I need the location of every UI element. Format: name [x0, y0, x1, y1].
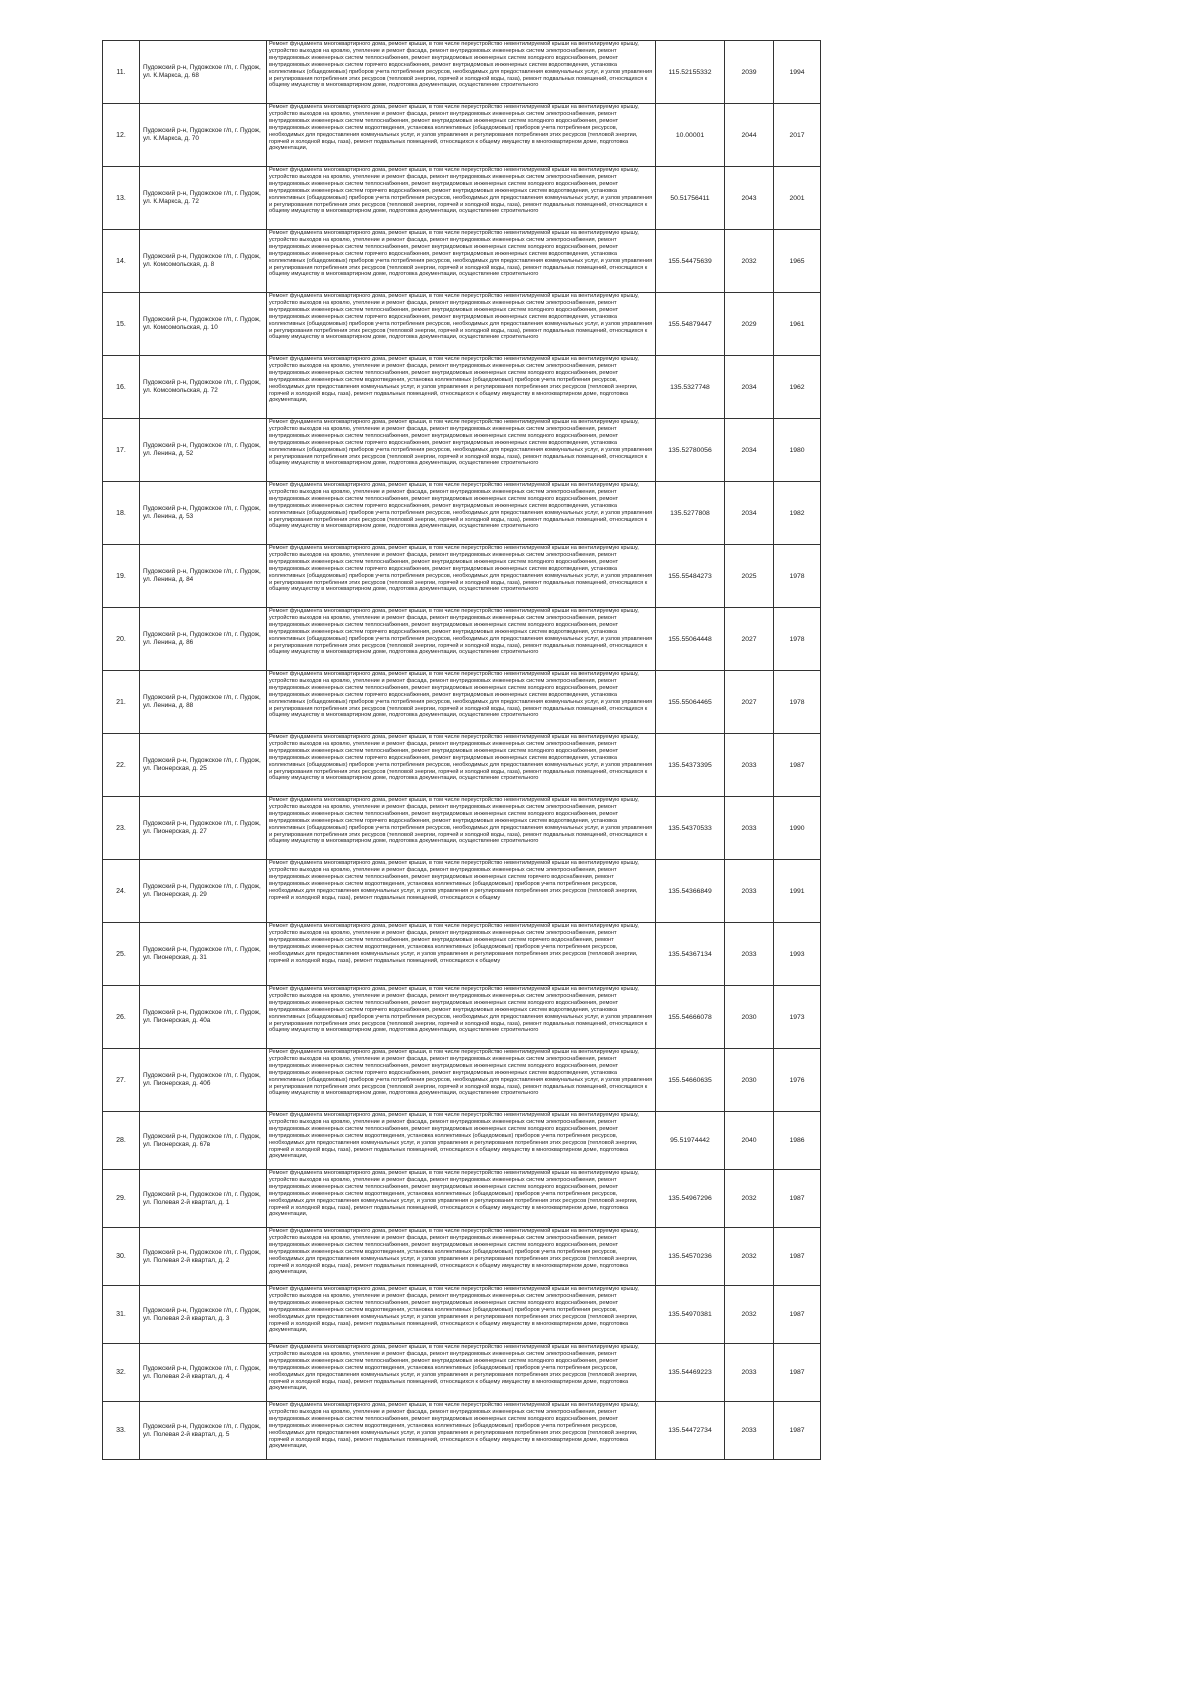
- works-list-cell: [267, 1286, 656, 1344]
- address-cell: Пудожский р-н, Пудожское г/п, г. Пудож, ул. К.Маркса, д. 70: [140, 104, 267, 167]
- works-text: Ремонт фундамента многоквартирного дома, ремонт крыши, в том числе переустройство невентилируемой крыши на вентилируемую крышу, устройство выходов на кровлю, утепление и ремонт фасада, ремонт внутридомовых инженерных систем электроснабжения, ремонт внутридомовых инженерных систем теплоснабжения, ремонт внутридомовых инженерных систем холодного водоснабжения, ремонт внутридомовых инженерных систем горячего водоснабжения, ремонт внутридомовых инженерных систем водоотведения, установка коллективных (общедомовых) приборов учета потребления ресурсов, необходимых для предоставления коммунальных услуг, и узлов управления и регулирования потребления этих ресурсов (тепловой энергии, горячей и холодной воды, газа), ремонт подвальных помещений, относящихся к общему имуществу в многоквартирном доме, подготовка документации, осуществление строительного: [269, 734, 653, 782]
- row-number-cell: 15.: [103, 293, 140, 356]
- build-year-cell: 1987: [774, 1228, 821, 1286]
- works-list-cell: [267, 986, 656, 1049]
- row-number-cell: 25.: [103, 923, 140, 986]
- table-row: [103, 860, 821, 923]
- works-text: Ремонт фундамента многоквартирного дома, ремонт крыши, в том числе переустройство невентилируемой крыши на вентилируемую крышу, устройство выходов на кровлю, утепление и ремонт фасада, ремонт внутридомовых инженерных систем электроснабжения, ремонт внутридомовых инженерных систем теплоснабжения, ремонт внутридомовых инженерных систем холодного водоснабжения, ремонт внутридомовых инженерных систем горячего водоснабжения, ремонт внутридомовых инженерных систем водоотведения, установка коллективных (общедомовых) приборов учета потребления ресурсов, необходимых для предоставления коммунальных услуг, и узлов управления и регулирования потребления этих ресурсов (тепловой энергии, горячей и холодной воды, газа), ремонт подвальных помещений, относящихся к общему имуществу в многоквартирном доме, подготовка документации, осуществление строительного: [269, 671, 653, 719]
- works-text: Ремонт фундамента многоквартирного дома, ремонт крыши, в том числе переустройство невентилируемой крыши на вентилируемую крышу, устройство выходов на кровлю, утепление и ремонт фасада, ремонт внутридомовых инженерных систем электроснабжения, ремонт внутридомовых инженерных систем теплоснабжения, ремонт внутридомовых инженерных систем холодного водоснабжения, ремонт внутридомовых инженерных систем горячего водоснабжения, ремонт внутридомовых инженерных систем водоотведения, установка коллективных (общедомовых) приборов учета потребления ресурсов, необходимых для предоставления коммунальных услуг, и узлов управления и регулирования потребления этих ресурсов (тепловой энергии, горячей и холодной воды, газа), ремонт подвальных помещений, относящихся к общему имуществу в многоквартирном доме, подготовка документации, осуществление строительного: [269, 608, 653, 656]
- address-cell: Пудожский р-н, Пудожское г/п, г. Пудож, ул. Полевая 2-й квартал, д. 1: [140, 1170, 267, 1228]
- build-year-cell: 1987: [774, 1286, 821, 1344]
- cost-cell: 135.54967296: [656, 1170, 725, 1228]
- row-number-cell: 11.: [103, 41, 140, 104]
- row-number-cell: 31.: [103, 1286, 140, 1344]
- planned-year-cell: 2029: [725, 293, 774, 356]
- address-cell: Пудожский р-н, Пудожское г/п, г. Пудож, ул. Полевая 2-й квартал, д. 4: [140, 1344, 267, 1402]
- table-row: [103, 1112, 821, 1170]
- capital-repair-table: [102, 40, 821, 1460]
- row-number-cell: 28.: [103, 1112, 140, 1170]
- table-row: [103, 671, 821, 734]
- row-number-cell: 20.: [103, 608, 140, 671]
- row-number-cell: 13.: [103, 167, 140, 230]
- address-cell: Пудожский р-н, Пудожское г/п, г. Пудож, ул. Полевая 2-й квартал, д. 3: [140, 1286, 267, 1344]
- cost-cell: 155.55484273: [656, 545, 725, 608]
- row-number-cell: 16.: [103, 356, 140, 419]
- works-text: Ремонт фундамента многоквартирного дома, ремонт крыши, в том числе переустройство невентилируемой крыши на вентилируемую крышу, устройство выходов на кровлю, утепление и ремонт фасада, ремонт внутридомовых инженерных систем электроснабжения, ремонт внутридомовых инженерных систем теплоснабжения, ремонт внутридомовых инженерных систем холодного водоснабжения, ремонт внутридомовых инженерных систем горячего водоснабжения, ремонт внутридомовых инженерных систем водоотведения, установка коллективных (общедомовых) приборов учета потребления ресурсов, необходимых для предоставления коммунальных услуг, и узлов управления и регулирования потребления этих ресурсов (тепловой энергии, горячей и холодной воды, газа), ремонт подвальных помещений, относящихся к общему имуществу в многоквартирном доме, подготовка документации, осуществление строительного: [269, 167, 653, 215]
- works-text: Ремонт фундамента многоквартирного дома, ремонт крыши, в том числе переустройство невентилируемой крыши на вентилируемую крышу, устройство выходов на кровлю, утепление и ремонт фасада, ремонт внутридомовых инженерных систем электроснабжения, ремонт внутридомовых инженерных систем теплоснабжения, ремонт внутридомовых инженерных систем холодного водоснабжения, ремонт внутридомовых инженерных систем водоотведения, установка коллективных (общедомовых) приборов учета потребления ресурсов, необходимых для предоставления коммунальных услуг, и узлов управления и регулирования потребления этих ресурсов (тепловой энергии, горячей и холодной воды, газа), ремонт подвальных помещений, относящихся к общему имуществу в многоквартирном доме, подготовка документации,: [269, 1228, 639, 1276]
- cost-cell: 115.52155332: [656, 41, 725, 104]
- works-text: Ремонт фундамента многоквартирного дома, ремонт крыши, в том числе переустройство невентилируемой крыши на вентилируемую крышу, устройство выходов на кровлю, утепление и ремонт фасада, ремонт внутридомовых инженерных систем электроснабжения, ремонт внутридомовых инженерных систем теплоснабжения, ремонт внутридомовых инженерных систем холодного водоснабжения, ремонт внутридомовых инженерных систем водоотведения, установка коллективных (общедомовых) приборов учета потребления ресурсов, необходимых для предоставления коммунальных услуг, и узлов управления и регулирования потребления этих ресурсов (тепловой энергии, горячей и холодной воды, газа), ремонт подвальных помещений, относящихся к общему имуществу в многоквартирном доме, подготовка документации,: [269, 1286, 639, 1334]
- table-row: [103, 1170, 821, 1228]
- table-row: [103, 608, 821, 671]
- cost-cell: 135.54472734: [656, 1402, 725, 1460]
- table-row: [103, 419, 821, 482]
- row-number-cell: 22.: [103, 734, 140, 797]
- address-cell: Пудожский р-н, Пудожское г/п, г. Пудож, ул. Ленина, д. 84: [140, 545, 267, 608]
- works-list-cell: [267, 671, 656, 734]
- row-number-cell: 24.: [103, 860, 140, 923]
- planned-year-cell: 2033: [725, 1402, 774, 1460]
- address-cell: Пудожский р-н, Пудожское г/п, г. Пудож, ул. Пионерская, д. 29: [140, 860, 267, 923]
- address-cell: Пудожский р-н, Пудожское г/п, г. Пудож, ул. Пионерская, д. 40а: [140, 986, 267, 1049]
- build-year-cell: 1978: [774, 545, 821, 608]
- works-list-cell: [267, 482, 656, 545]
- row-number-cell: 27.: [103, 1049, 140, 1112]
- works-text: Ремонт фундамента многоквартирного дома, ремонт крыши, в том числе переустройство невентилируемой крыши на вентилируемую крышу, устройство выходов на кровлю, утепление и ремонт фасада, ремонт внутридомовых инженерных систем электроснабжения, ремонт внутридомовых инженерных систем теплоснабжения, ремонт внутридомовых инженерных систем холодного водоснабжения, ремонт внутридомовых инженерных систем горячего водоснабжения, ремонт внутридомовых инженерных систем водоотведения, установка коллективных (общедомовых) приборов учета потребления ресурсов, необходимых для предоставления коммунальных услуг, и узлов управления и регулирования потребления этих ресурсов (тепловой энергии, горячей и холодной воды, газа), ремонт подвальных помещений, относящихся к общему имуществу в многоквартирном доме, подготовка документации, осуществление строительного: [269, 797, 653, 845]
- table-row: [103, 104, 821, 167]
- build-year-cell: 2001: [774, 167, 821, 230]
- planned-year-cell: 2027: [725, 671, 774, 734]
- works-list-cell: [267, 1112, 656, 1170]
- row-number-cell: 26.: [103, 986, 140, 1049]
- build-year-cell: 1973: [774, 986, 821, 1049]
- address-cell: Пудожский р-н, Пудожское г/п, г. Пудож, ул. Ленина, д. 52: [140, 419, 267, 482]
- planned-year-cell: 2030: [725, 1049, 774, 1112]
- row-number-cell: 33.: [103, 1402, 140, 1460]
- row-number-cell: 18.: [103, 482, 140, 545]
- planned-year-cell: 2032: [725, 1228, 774, 1286]
- cost-cell: 155.54879447: [656, 293, 725, 356]
- planned-year-cell: 2025: [725, 545, 774, 608]
- works-text: Ремонт фундамента многоквартирного дома, ремонт крыши, в том числе переустройство невентилируемой крыши на вентилируемую крышу, устройство выходов на кровлю, утепление и ремонт фасада, ремонт внутридомовых инженерных систем электроснабжения, ремонт внутридомовых инженерных систем теплоснабжения, ремонт внутридомовых инженерных систем холодного водоснабжения, ремонт внутридомовых инженерных систем горячего водоснабжения, ремонт внутридомовых инженерных систем водоотведения, установка коллективных (общедомовых) приборов учета потребления ресурсов, необходимых для предоставления коммунальных услуг, и узлов управления и регулирования потребления этих ресурсов (тепловой энергии, горячей и холодной воды, газа), ремонт подвальных помещений, относящихся к общему имуществу в многоквартирном доме, подготовка документации, осуществление строительного: [269, 230, 653, 278]
- address-cell: Пудожский р-н, Пудожское г/п, г. Пудож, ул. Пионерская, д. 27: [140, 797, 267, 860]
- cost-cell: 155.54660635: [656, 1049, 725, 1112]
- works-list-cell: [267, 1344, 656, 1402]
- table-row: [103, 1344, 821, 1402]
- planned-year-cell: 2039: [725, 41, 774, 104]
- row-number-cell: 30.: [103, 1228, 140, 1286]
- table-row: [103, 293, 821, 356]
- works-text: Ремонт фундамента многоквартирного дома, ремонт крыши, в том числе переустройство невентилируемой крыши на вентилируемую крышу, устройство выходов на кровлю, утепление и ремонт фасада, ремонт внутридомовых инженерных систем электроснабжения, ремонт внутридомовых инженерных систем теплоснабжения, ремонт внутридомовых инженерных систем горячего водоснабжения, ремонт внутридомовых инженерных систем водоотведения, установка коллективных (общедомовых) приборов учета потребления ресурсов, необходимых для предоставления коммунальных услуг, и узлов управления и регулирования потребления этих ресурсов (тепловой энергии, горячей и холодной воды, газа), ремонт подвальных помещений, относящихся к общему: [269, 923, 639, 964]
- address-cell: Пудожский р-н, Пудожское г/п, г. Пудож, ул. Полевая 2-й квартал, д. 5: [140, 1402, 267, 1460]
- planned-year-cell: 2034: [725, 419, 774, 482]
- works-list-cell: [267, 167, 656, 230]
- cost-cell: 135.54373395: [656, 734, 725, 797]
- table-row: [103, 797, 821, 860]
- build-year-cell: 1978: [774, 608, 821, 671]
- cost-cell: 135.52780056: [656, 419, 725, 482]
- table-row: [103, 41, 821, 104]
- address-cell: Пудожский р-н, Пудожское г/п, г. Пудож, ул. Пионерская, д. 67в: [140, 1112, 267, 1170]
- cost-cell: 135.54970381: [656, 1286, 725, 1344]
- planned-year-cell: 2027: [725, 608, 774, 671]
- address-cell: Пудожский р-н, Пудожское г/п, г. Пудож, ул. К.Маркса, д. 68: [140, 41, 267, 104]
- table-row: [103, 230, 821, 293]
- table-row: [103, 986, 821, 1049]
- cost-cell: 135.54366849: [656, 860, 725, 923]
- address-cell: Пудожский р-н, Пудожское г/п, г. Пудож, ул. Ленина, д. 53: [140, 482, 267, 545]
- build-year-cell: 1980: [774, 419, 821, 482]
- build-year-cell: 1987: [774, 1402, 821, 1460]
- cost-cell: 135.5277808: [656, 482, 725, 545]
- works-list-cell: [267, 545, 656, 608]
- cost-cell: 155.55064448: [656, 608, 725, 671]
- cost-cell: 135.54570236: [656, 1228, 725, 1286]
- cost-cell: 135.54370533: [656, 797, 725, 860]
- table-row: [103, 1286, 821, 1344]
- works-text: Ремонт фундамента многоквартирного дома, ремонт крыши, в том числе переустройство невентилируемой крыши на вентилируемую крышу, устройство выходов на кровлю, утепление и ремонт фасада, ремонт внутридомовых инженерных систем электроснабжения, ремонт внутридомовых инженерных систем теплоснабжения, ремонт внутридомовых инженерных систем холодного водоснабжения, ремонт внутридомовых инженерных систем водоотведения, установка коллективных (общедомовых) приборов учета потребления ресурсов, необходимых для предоставления коммунальных услуг, и узлов управления и регулирования потребления этих ресурсов (тепловой энергии, горячей и холодной воды, газа), ремонт подвальных помещений, относящихся к общему имуществу в многоквартирном доме, подготовка документации,: [269, 356, 639, 404]
- works-text: Ремонт фундамента многоквартирного дома, ремонт крыши, в том числе переустройство невентилируемой крыши на вентилируемую крышу, устройство выходов на кровлю, утепление и ремонт фасада, ремонт внутридомовых инженерных систем электроснабжения, ремонт внутридомовых инженерных систем теплоснабжения, ремонт внутридомовых инженерных систем холодного водоснабжения, ремонт внутридомовых инженерных систем водоотведения, установка коллективных (общедомовых) приборов учета потребления ресурсов, необходимых для предоставления коммунальных услуг, и узлов управления и регулирования потребления этих ресурсов (тепловой энергии, горячей и холодной воды, газа), ремонт подвальных помещений, относящихся к общему имуществу в многоквартирном доме, подготовка документации,: [269, 1170, 639, 1218]
- works-list-cell: [267, 608, 656, 671]
- planned-year-cell: 2033: [725, 1344, 774, 1402]
- cost-cell: 95.51974442: [656, 1112, 725, 1170]
- build-year-cell: 1987: [774, 1170, 821, 1228]
- works-text: Ремонт фундамента многоквартирного дома, ремонт крыши, в том числе переустройство невентилируемой крыши на вентилируемую крышу, устройство выходов на кровлю, утепление и ремонт фасада, ремонт внутридомовых инженерных систем электроснабжения, ремонт внутридомовых инженерных систем теплоснабжения, ремонт внутридомовых инженерных систем холодного водоснабжения, ремонт внутридомовых инженерных систем водоотведения, установка коллективных (общедомовых) приборов учета потребления ресурсов, необходимых для предоставления коммунальных услуг, и узлов управления и регулирования потребления этих ресурсов (тепловой энергии, горячей и холодной воды, газа), ремонт подвальных помещений, относящихся к общему имуществу в многоквартирном доме, подготовка документации,: [269, 1402, 639, 1450]
- table-row: [103, 923, 821, 986]
- build-year-cell: 2017: [774, 104, 821, 167]
- cost-cell: 155.54475639: [656, 230, 725, 293]
- row-number-cell: 23.: [103, 797, 140, 860]
- build-year-cell: 1994: [774, 41, 821, 104]
- works-text: Ремонт фундамента многоквартирного дома, ремонт крыши, в том числе переустройство невентилируемой крыши на вентилируемую крышу, устройство выходов на кровлю, утепление и ремонт фасада, ремонт внутридомовых инженерных систем электроснабжения, ремонт внутридомовых инженерных систем теплоснабжения, ремонт внутридомовых инженерных систем холодного водоснабжения, ремонт внутридомовых инженерных систем горячего водоснабжения, ремонт внутридомовых инженерных систем водоотведения, установка коллективных (общедомовых) приборов учета потребления ресурсов, необходимых для предоставления коммунальных услуг, и узлов управления и регулирования потребления этих ресурсов (тепловой энергии, горячей и холодной воды, газа), ремонт подвальных помещений, относящихся к общему имуществу в многоквартирном доме, подготовка документации, осуществление строительного: [269, 293, 653, 341]
- works-text: Ремонт фундамента многоквартирного дома, ремонт крыши, в том числе переустройство невентилируемой крыши на вентилируемую крышу, устройство выходов на кровлю, утепление и ремонт фасада, ремонт внутридомовых инженерных систем электроснабжения, ремонт внутридомовых инженерных систем теплоснабжения, ремонт внутридомовых инженерных систем холодного водоснабжения, ремонт внутридомовых инженерных систем горячего водоснабжения, ремонт внутридомовых инженерных систем водоотведения, установка коллективных (общедомовых) приборов учета потребления ресурсов, необходимых для предоставления коммунальных услуг, и узлов управления и регулирования потребления этих ресурсов (тепловой энергии, горячей и холодной воды, газа), ремонт подвальных помещений, относящихся к общему имуществу в многоквартирном доме, подготовка документации, осуществление строительного: [269, 1049, 653, 1097]
- build-year-cell: 1990: [774, 797, 821, 860]
- works-text: Ремонт фундамента многоквартирного дома, ремонт крыши, в том числе переустройство невентилируемой крыши на вентилируемую крышу, устройство выходов на кровлю, утепление и ремонт фасада, ремонт внутридомовых инженерных систем электроснабжения, ремонт внутридомовых инженерных систем теплоснабжения, ремонт внутридомовых инженерных систем холодного водоснабжения, ремонт внутридомовых инженерных систем водоотведения, установка коллективных (общедомовых) приборов учета потребления ресурсов, необходимых для предоставления коммунальных услуг, и узлов управления и регулирования потребления этих ресурсов (тепловой энергии, горячей и холодной воды, газа), ремонт подвальных помещений, относящихся к общему имуществу в многоквартирном доме, подготовка документации,: [269, 1344, 639, 1392]
- planned-year-cell: 2030: [725, 986, 774, 1049]
- address-cell: Пудожский р-н, Пудожское г/п, г. Пудож, ул. К.Маркса, д. 72: [140, 167, 267, 230]
- address-cell: Пудожский р-н, Пудожское г/п, г. Пудож, ул. Ленина, д. 86: [140, 608, 267, 671]
- build-year-cell: 1993: [774, 923, 821, 986]
- row-number-cell: 19.: [103, 545, 140, 608]
- works-text: Ремонт фундамента многоквартирного дома, ремонт крыши, в том числе переустройство невентилируемой крыши на вентилируемую крышу, устройство выходов на кровлю, утепление и ремонт фасада, ремонт внутридомовых инженерных систем электроснабжения, ремонт внутридомовых инженерных систем теплоснабжения, ремонт внутридомовых инженерных систем холодного водоснабжения, ремонт внутридомовых инженерных систем горячего водоснабжения, ремонт внутридомовых инженерных систем водоотведения, установка коллективных (общедомовых) приборов учета потребления ресурсов, необходимых для предоставления коммунальных услуг, и узлов управления и регулирования потребления этих ресурсов (тепловой энергии, горячей и холодной воды, газа), ремонт подвальных помещений, относящихся к общему имуществу в многоквартирном доме, подготовка документации, осуществление строительного: [269, 419, 653, 467]
- row-number-cell: 14.: [103, 230, 140, 293]
- works-text: Ремонт фундамента многоквартирного дома, ремонт крыши, в том числе переустройство невентилируемой крыши на вентилируемую крышу, устройство выходов на кровлю, утепление и ремонт фасада, ремонт внутридомовых инженерных систем электроснабжения, ремонт внутридомовых инженерных систем теплоснабжения, ремонт внутридомовых инженерных систем горячего водоснабжения, ремонт внутридомовых инженерных систем водоотведения, установка коллективных (общедомовых) приборов учета потребления ресурсов, необходимых для предоставления коммунальных услуг, и узлов управления и регулирования потребления этих ресурсов (тепловой энергии, горячей и холодной воды, газа), ремонт подвальных помещений, относящихся к общему: [269, 860, 639, 901]
- planned-year-cell: 2033: [725, 860, 774, 923]
- works-text: Ремонт фундамента многоквартирного дома, ремонт крыши, в том числе переустройство невентилируемой крыши на вентилируемую крышу, устройство выходов на кровлю, утепление и ремонт фасада, ремонт внутридомовых инженерных систем электроснабжения, ремонт внутридомовых инженерных систем теплоснабжения, ремонт внутридомовых инженерных систем холодного водоснабжения, ремонт внутридомовых инженерных систем водоотведения, установка коллективных (общедомовых) приборов учета потребления ресурсов, необходимых для предоставления коммунальных услуг, и узлов управления и регулирования потребления этих ресурсов (тепловой энергии, горячей и холодной воды, газа), ремонт подвальных помещений, относящихся к общему имуществу в многоквартирном доме, подготовка документации,: [269, 104, 639, 152]
- works-list-cell: [267, 734, 656, 797]
- table-row: [103, 1049, 821, 1112]
- build-year-cell: 1991: [774, 860, 821, 923]
- row-number-cell: 17.: [103, 419, 140, 482]
- table-row: [103, 1228, 821, 1286]
- cost-cell: 155.54666078: [656, 986, 725, 1049]
- works-list-cell: [267, 230, 656, 293]
- address-cell: Пудожский р-н, Пудожское г/п, г. Пудож, ул. Комсомольская, д. 72: [140, 356, 267, 419]
- table-row: [103, 734, 821, 797]
- build-year-cell: 1986: [774, 1112, 821, 1170]
- works-text: Ремонт фундамента многоквартирного дома, ремонт крыши, в том числе переустройство невентилируемой крыши на вентилируемую крышу, устройство выходов на кровлю, утепление и ремонт фасада, ремонт внутридомовых инженерных систем электроснабжения, ремонт внутридомовых инженерных систем теплоснабжения, ремонт внутридомовых инженерных систем холодного водоснабжения, ремонт внутридомовых инженерных систем водоотведения, установка коллективных (общедомовых) приборов учета потребления ресурсов, необходимых для предоставления коммунальных услуг, и узлов управления и регулирования потребления этих ресурсов (тепловой энергии, горячей и холодной воды, газа), ремонт подвальных помещений, относящихся к общему имуществу в многоквартирном доме, подготовка документации,: [269, 1112, 639, 1160]
- address-cell: Пудожский р-н, Пудожское г/п, г. Пудож, ул. Комсомольская, д. 10: [140, 293, 267, 356]
- works-list-cell: [267, 923, 656, 986]
- works-text: Ремонт фундамента многоквартирного дома, ремонт крыши, в том числе переустройство невентилируемой крыши на вентилируемую крышу, устройство выходов на кровлю, утепление и ремонт фасада, ремонт внутридомовых инженерных систем электроснабжения, ремонт внутридомовых инженерных систем теплоснабжения, ремонт внутридомовых инженерных систем холодного водоснабжения, ремонт внутридомовых инженерных систем горячего водоснабжения, ремонт внутридомовых инженерных систем водоотведения, установка коллективных (общедомовых) приборов учета потребления ресурсов, необходимых для предоставления коммунальных услуг, и узлов управления и регулирования потребления этих ресурсов (тепловой энергии, горячей и холодной воды, газа), ремонт подвальных помещений, относящихся к общему имуществу в многоквартирном доме, подготовка документации, осуществление строительного: [269, 986, 653, 1034]
- build-year-cell: 1987: [774, 1344, 821, 1402]
- row-number-cell: 12.: [103, 104, 140, 167]
- address-cell: Пудожский р-н, Пудожское г/п, г. Пудож, ул. Ленина, д. 88: [140, 671, 267, 734]
- table-body: [103, 41, 821, 1460]
- planned-year-cell: 2032: [725, 230, 774, 293]
- cost-cell: 155.55064465: [656, 671, 725, 734]
- planned-year-cell: 2033: [725, 797, 774, 860]
- works-list-cell: [267, 419, 656, 482]
- row-number-cell: 29.: [103, 1170, 140, 1228]
- cost-cell: 135.54469223: [656, 1344, 725, 1402]
- planned-year-cell: 2043: [725, 167, 774, 230]
- address-cell: Пудожский р-н, Пудожское г/п, г. Пудож, ул. Полевая 2-й квартал, д. 2: [140, 1228, 267, 1286]
- works-list-cell: [267, 41, 656, 104]
- works-list-cell: [267, 860, 656, 923]
- works-list-cell: [267, 1170, 656, 1228]
- planned-year-cell: 2033: [725, 734, 774, 797]
- build-year-cell: 1962: [774, 356, 821, 419]
- works-text: Ремонт фундамента многоквартирного дома, ремонт крыши, в том числе переустройство невентилируемой крыши на вентилируемую крышу, устройство выходов на кровлю, утепление и ремонт фасада, ремонт внутридомовых инженерных систем электроснабжения, ремонт внутридомовых инженерных систем теплоснабжения, ремонт внутридомовых инженерных систем холодного водоснабжения, ремонт внутридомовых инженерных систем горячего водоснабжения, ремонт внутридомовых инженерных систем водоотведения, установка коллективных (общедомовых) приборов учета потребления ресурсов, необходимых для предоставления коммунальных услуг, и узлов управления и регулирования потребления этих ресурсов (тепловой энергии, горячей и холодной воды, газа), ремонт подвальных помещений, относящихся к общему имуществу в многоквартирном доме, подготовка документации, осуществление строительного: [269, 545, 653, 593]
- planned-year-cell: 2034: [725, 356, 774, 419]
- works-list-cell: [267, 797, 656, 860]
- planned-year-cell: 2034: [725, 482, 774, 545]
- address-cell: Пудожский р-н, Пудожское г/п, г. Пудож, ул. Комсомольская, д. 8: [140, 230, 267, 293]
- cost-cell: 135.5327748: [656, 356, 725, 419]
- works-list-cell: [267, 293, 656, 356]
- address-cell: Пудожский р-н, Пудожское г/п, г. Пудож, ул. Пионерская, д. 40б: [140, 1049, 267, 1112]
- address-cell: Пудожский р-н, Пудожское г/п, г. Пудож, ул. Пионерская, д. 25: [140, 734, 267, 797]
- row-number-cell: 21.: [103, 671, 140, 734]
- works-list-cell: [267, 1049, 656, 1112]
- table-row: [103, 1402, 821, 1460]
- planned-year-cell: 2040: [725, 1112, 774, 1170]
- row-number-cell: 32.: [103, 1344, 140, 1402]
- planned-year-cell: 2033: [725, 923, 774, 986]
- table-row: [103, 545, 821, 608]
- table-row: [103, 482, 821, 545]
- build-year-cell: 1961: [774, 293, 821, 356]
- planned-year-cell: 2044: [725, 104, 774, 167]
- build-year-cell: 1978: [774, 671, 821, 734]
- cost-cell: 10.00001: [656, 104, 725, 167]
- planned-year-cell: 2032: [725, 1170, 774, 1228]
- build-year-cell: 1982: [774, 482, 821, 545]
- build-year-cell: 1976: [774, 1049, 821, 1112]
- table-row: [103, 167, 821, 230]
- works-list-cell: [267, 104, 656, 167]
- works-list-cell: [267, 1402, 656, 1460]
- planned-year-cell: 2032: [725, 1286, 774, 1344]
- works-text: Ремонт фундамента многоквартирного дома, ремонт крыши, в том числе переустройство невентилируемой крыши на вентилируемую крышу, устройство выходов на кровлю, утепление и ремонт фасада, ремонт внутридомовых инженерных систем электроснабжения, ремонт внутридомовых инженерных систем теплоснабжения, ремонт внутридомовых инженерных систем холодного водоснабжения, ремонт внутридомовых инженерных систем горячего водоснабжения, ремонт внутридомовых инженерных систем водоотведения, установка коллективных (общедомовых) приборов учета потребления ресурсов, необходимых для предоставления коммунальных услуг, и узлов управления и регулирования потребления этих ресурсов (тепловой энергии, горячей и холодной воды, газа), ремонт подвальных помещений, относящихся к общему имуществу в многоквартирном доме, подготовка документации, осуществление строительного: [269, 41, 653, 89]
- address-cell: Пудожский р-н, Пудожское г/п, г. Пудож, ул. Пионерская, д. 31: [140, 923, 267, 986]
- works-list-cell: [267, 1228, 656, 1286]
- build-year-cell: 1965: [774, 230, 821, 293]
- build-year-cell: 1987: [774, 734, 821, 797]
- cost-cell: 135.54367134: [656, 923, 725, 986]
- works-list-cell: [267, 356, 656, 419]
- cost-cell: 50.51756411: [656, 167, 725, 230]
- works-text: Ремонт фундамента многоквартирного дома, ремонт крыши, в том числе переустройство невентилируемой крыши на вентилируемую крышу, устройство выходов на кровлю, утепление и ремонт фасада, ремонт внутридомовых инженерных систем электроснабжения, ремонт внутридомовых инженерных систем теплоснабжения, ремонт внутридомовых инженерных систем холодного водоснабжения, ремонт внутридомовых инженерных систем горячего водоснабжения, ремонт внутридомовых инженерных систем водоотведения, установка коллективных (общедомовых) приборов учета потребления ресурсов, необходимых для предоставления коммунальных услуг, и узлов управления и регулирования потребления этих ресурсов (тепловой энергии, горячей и холодной воды, газа), ремонт подвальных помещений, относящихся к общему имуществу в многоквартирном доме, подготовка документации, осуществление строительного: [269, 482, 653, 530]
- table-row: [103, 356, 821, 419]
